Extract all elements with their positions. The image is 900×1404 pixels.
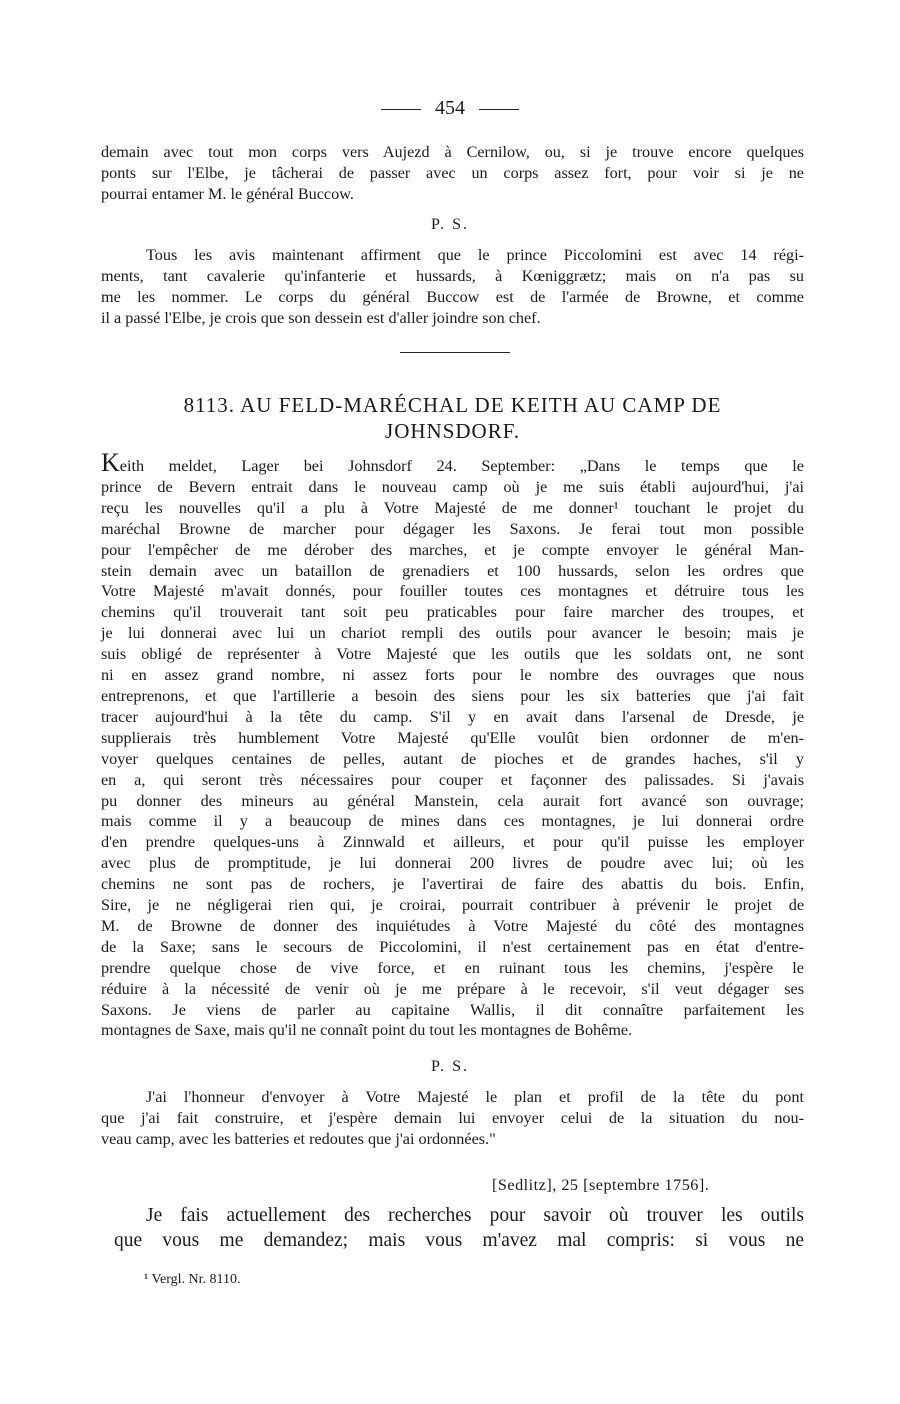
drop-cap: K: [101, 448, 120, 477]
postscript-label: P. S.: [430, 1058, 470, 1075]
text-line: demain avec tout mon corps vers Aujezd à Cernilow, ou, si je trouve encore quelques: [101, 143, 804, 161]
text-line: M. de Browne de donner des inquiétudes à Votre Majesté du côté des montagnes: [101, 916, 804, 935]
text-line: d'en prendre quelques-uns à Zinnwald et ailleurs, et pour qu'il puisse les employer: [101, 833, 804, 852]
text-line: me les nommer. Le corps du général Buccow est de l'armée de Browne, et comme: [101, 287, 804, 306]
postscript-label: P. S.: [430, 216, 470, 233]
text-line: pourrai entamer M. le général Buccow.: [101, 184, 354, 203]
text-line: pour l'empêcher de me dérober des marches, et je compte envoyer le général Man-: [101, 540, 804, 559]
text-line: prendre quelque chose de vive force, et en ruinant tous les chemins, j'espère le: [101, 958, 804, 977]
page-number: 454: [435, 97, 465, 119]
text-line: Tous les avis maintenant affirment que le prince Piccolomini est avec 14 régi-: [146, 246, 804, 264]
text-line: voyer quelques centaines de pelles, autant de pioches et de grandes haches, s'il y: [101, 749, 804, 768]
section-divider: [400, 352, 510, 353]
letter-paragraph: [101, 448, 804, 1041]
text-line: ponts sur l'Elbe, je tâcherai de passer avec un corps assez fort, pour voir si je ne: [101, 163, 804, 182]
text-line: je lui donnerai avec lui un chariot rempli des outils pour avancer le besoin; mais je: [101, 624, 804, 643]
text-line: chemins ne sont pas de rochers, je l'avertirai de faire des abattis du bois. Enfin,: [101, 875, 804, 894]
text-line: [101, 448, 804, 477]
text-line: J'ai l'honneur d'envoyer à Votre Majesté le plan et profil de la tête du pont: [146, 1088, 804, 1106]
text-line: avec plus de promptitude, je lui donnerai 200 livres de poudre avec lui; où les: [101, 854, 804, 873]
text-line: veau camp, avec les batteries et redoutes que j'ai ordonnées.": [101, 1129, 496, 1148]
text-line: Je fais actuellement des recherches pour savoir où trouver les outils: [146, 1205, 804, 1226]
section-heading: [101, 392, 804, 444]
text-line: entreprenons, et que l'artillerie a besoin des siens pour les six batteries que j'ai fait: [101, 686, 804, 705]
text-line: prince de Bevern entrait dans le nouveau camp où je me suis établi aujourd'hui, j'ai: [101, 477, 804, 496]
text-line: mais comme il y a beaucoup de mines dans ces montagnes, je lui donnerai ordre: [101, 812, 804, 831]
text-line: ments, tant cavalerie qu'infanterie et hussards, à Kœniggrætz; mais on n'a pas su: [101, 266, 804, 285]
postscript-paragraph: [101, 1087, 804, 1150]
text-line: Votre Majesté m'avait donnés, pour fouiller toutes ces montagnes et détruire tous les: [101, 582, 804, 601]
heading-line: JOHNSDORF.: [385, 419, 520, 443]
text-line: en a, qui seront très nécessaires pour couper et façonner des palissades. Si j'avais: [101, 770, 804, 789]
text-line: de la Saxe; sans le secours de Piccolomini, il n'est certainement pas en état d'entre-: [101, 937, 804, 956]
text-line: Sire, je ne négligerai rien qui, je croirai, pourrait contribuer à prévenir le projet de: [101, 896, 804, 915]
text-line: pu donner des mineurs au général Manstein, cela aurait fort avancé son ouvrage;: [101, 791, 804, 810]
intro-paragraph: [101, 142, 804, 205]
text-line: suis obligé de représenter à Votre Majesté que les outils que les soldats ont, ne sont: [101, 645, 804, 664]
postscript-paragraph: [101, 245, 804, 329]
page-number-line: [0, 97, 900, 120]
text-line: montagnes de Saxe, mais qu'il ne connaît point du tout les montagnes de Bohême.: [101, 1021, 633, 1040]
text-line: tracer aujourd'hui à la tête du camp. S'il y en avait dans l'arsenal de Dresde, je: [101, 707, 804, 726]
text-line: supplierais très humblement Votre Majesté qu'Elle voulût bien ordonner de m'en-: [101, 728, 804, 747]
text-line: que vous me demandez; mais vous m'avez mal compris: si vous ne: [114, 1230, 804, 1251]
dateline: [Sedlitz], 25 [septembre 1756].: [492, 1176, 710, 1194]
right-dash: [479, 109, 519, 110]
text-line: chemins qu'il trouverait tant soit peu praticables pour faire marcher des troupes, et: [101, 603, 804, 622]
text-line: stein demain avec un bataillon de grenadiers et 100 hussards, selon les ordres que: [101, 561, 804, 580]
text-line: reçu les nouvelles qu'il a plu à Votre Majesté de me donner¹ touchant le projet du: [101, 498, 804, 517]
text-line: ni en assez grand nombre, ni assez forts pour le nombre des ouvrages que nous: [101, 666, 804, 685]
text-line: il a passé l'Elbe, je crois que son dessein est d'aller joindre son chef.: [101, 308, 541, 327]
text-line-rest: eith meldet, Lager bei Johnsdorf 24. September: „Dans le temps que le: [119, 457, 804, 475]
reply-paragraph: [114, 1203, 804, 1253]
left-dash: [381, 109, 421, 110]
text-line: réduire à la nécessité de venir où je me prépare à le recevoir, s'il veut dégager ses: [101, 979, 804, 998]
text-line: Saxons. Je viens de parler au capitaine Wallis, il dit connaître parfaitement les: [101, 1000, 804, 1019]
heading-line: 8113. AU FELD-MARÉCHAL DE KEITH AU CAMP DE: [183, 393, 722, 417]
text-line: que j'ai fait construire, et j'espère demain lui envoyer celui de la situation du nou-: [101, 1108, 804, 1127]
footnote: ¹ Vergl. Nr. 8110.: [144, 1272, 241, 1287]
text-line: maréchal Browne de marcher pour dégager les Saxons. Je ferai tout mon possible: [101, 519, 804, 538]
